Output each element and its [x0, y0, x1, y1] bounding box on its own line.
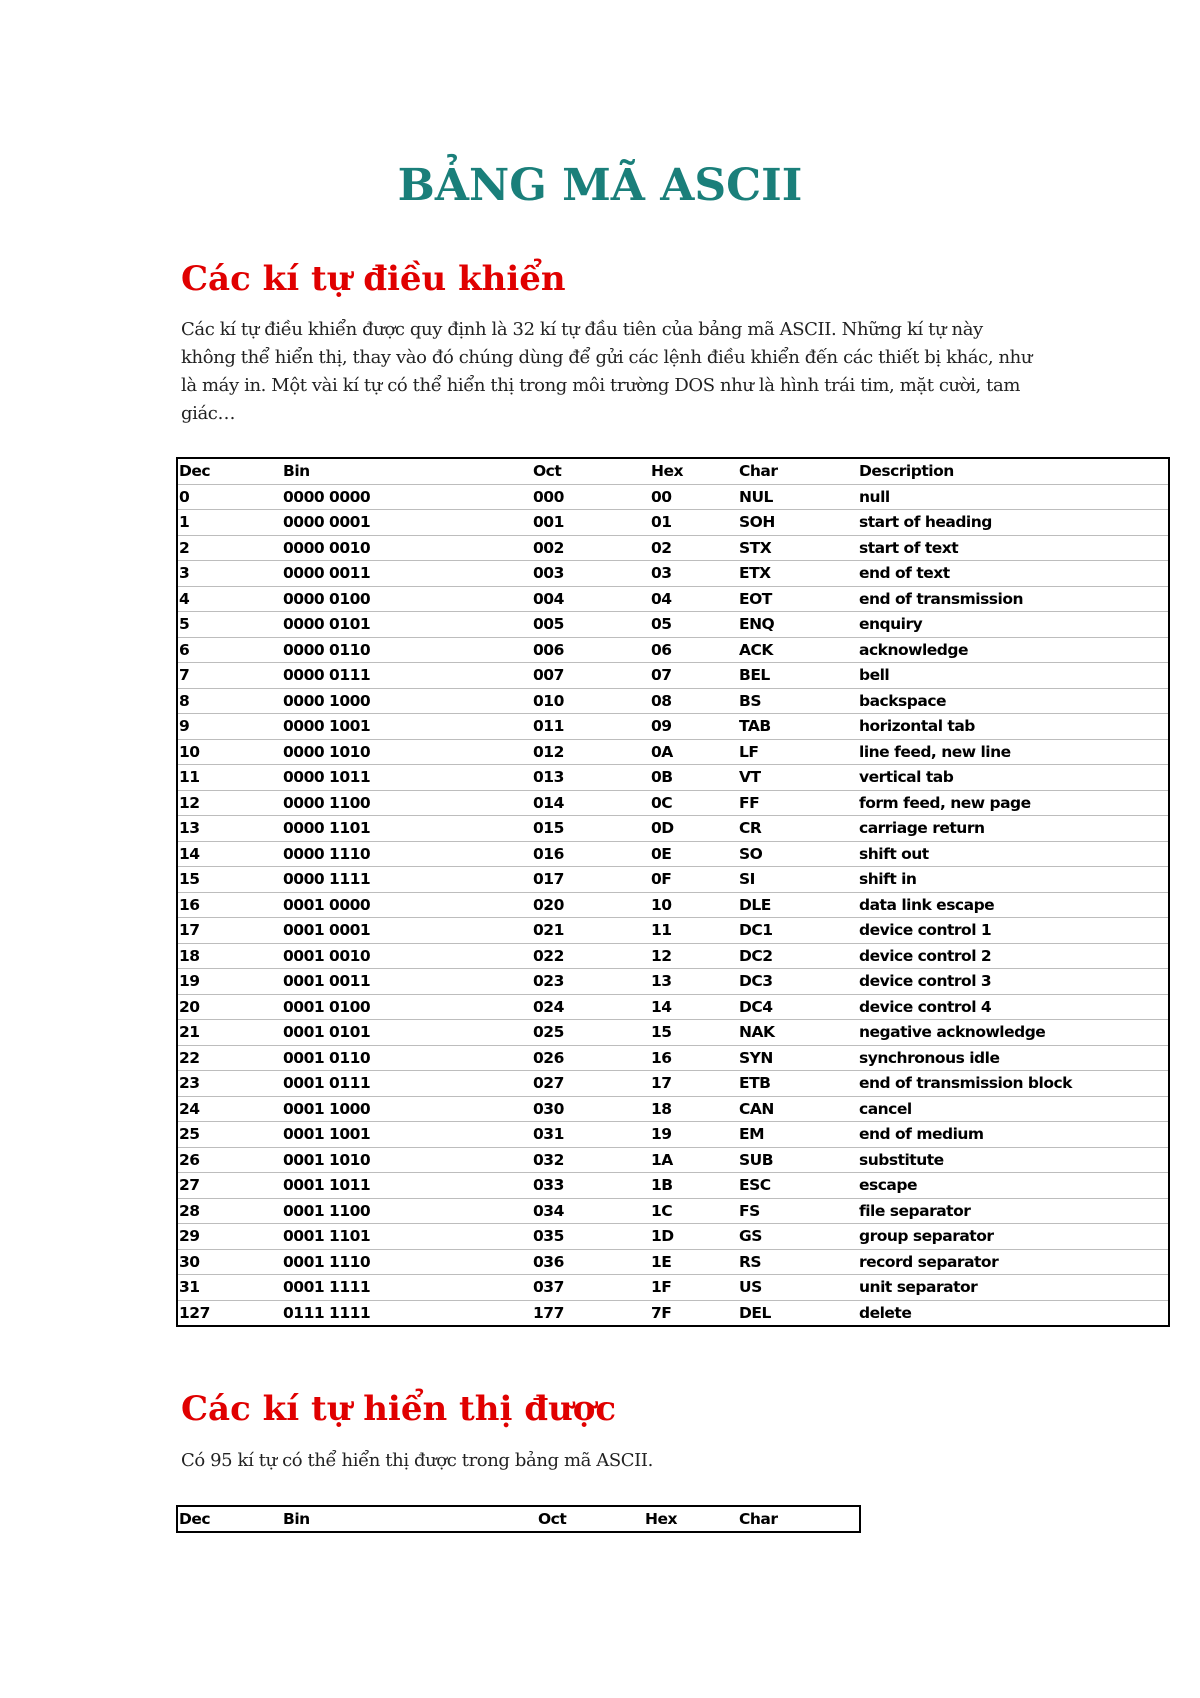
table-row [177, 1275, 1169, 1301]
table-cell: carriage return [858, 816, 1169, 842]
table-cell: 05 [650, 612, 738, 638]
table-cell: 24 [177, 1096, 282, 1122]
table-cell: 0000 0010 [282, 535, 532, 561]
table-row [177, 637, 1169, 663]
table-cell: 0001 1010 [282, 1147, 532, 1173]
column-header: Char [739, 1510, 778, 1528]
table-cell: 07 [650, 663, 738, 689]
table-cell: RS [738, 1249, 858, 1275]
table-cell: 032 [532, 1147, 650, 1173]
table-cell: STX [738, 535, 858, 561]
table-cell: 03 [650, 561, 738, 587]
table-cell: device control 3 [858, 969, 1169, 995]
section-paragraph-control: Các kí tự điều khiển được quy định là 32 kí tự đầu tiên của bảng mã ASCII. Những kí tự này không thể hiển thị, thay vào đó chúng dùng để gửi các lệnh điều khiển đến các thiết bị khác, như là máy in. Một vài kí tự có thể hiển thị trong môi trường DOS như là hình trái tim, mặt cười, tam giác… [181, 319, 1033, 424]
table-cell: 023 [532, 969, 650, 995]
table-cell: acknowledge [858, 637, 1169, 663]
table-cell: SO [738, 841, 858, 867]
table-cell: unit separator [858, 1275, 1169, 1301]
table-cell: 00 [650, 484, 738, 510]
table-row [177, 1147, 1169, 1173]
table-cell: 035 [532, 1224, 650, 1250]
table-cell: 026 [532, 1045, 650, 1071]
table-cell: 0001 0001 [282, 918, 532, 944]
printable-characters-table [176, 1505, 861, 1533]
table-row [177, 841, 1169, 867]
table-cell: 7F [651, 1303, 672, 1322]
table-cell: 4 [177, 586, 282, 612]
table-row [177, 918, 1169, 944]
table-cell: end of transmission [858, 586, 1169, 612]
table-cell: substitute [858, 1147, 1169, 1173]
table-cell: 033 [532, 1173, 650, 1199]
table-cell: 23 [177, 1071, 282, 1097]
table-cell: device control 4 [858, 994, 1169, 1020]
table-cell: backspace [858, 688, 1169, 714]
table-cell: start of heading [858, 510, 1169, 536]
column-header: Hex [650, 458, 738, 484]
table-cell: 0000 1111 [282, 867, 532, 893]
table-cell: 06 [650, 637, 738, 663]
table-cell: 025 [532, 1020, 650, 1046]
table-cell: ETX [738, 561, 858, 587]
table-cell: 127 [179, 1303, 210, 1322]
table-cell: SI [738, 867, 858, 893]
table-cell: 030 [532, 1096, 650, 1122]
table-cell: 0000 1100 [282, 790, 532, 816]
table-cell: 15 [650, 1020, 738, 1046]
table-cell: shift in [858, 867, 1169, 893]
table-cell: 1E [650, 1249, 738, 1275]
table-cell: 022 [532, 943, 650, 969]
table-cell: 30 [177, 1249, 282, 1275]
table-cell: 021 [532, 918, 650, 944]
page-title: BẢNG MÃ ASCII [397, 160, 803, 211]
table-cell: DC2 [738, 943, 858, 969]
table-cell: FS [738, 1198, 858, 1224]
table-cell: 012 [532, 739, 650, 765]
table-cell: 0000 0001 [282, 510, 532, 536]
table-cell: 17 [177, 918, 282, 944]
table-cell: FF [738, 790, 858, 816]
table-cell: 031 [532, 1122, 650, 1148]
table-cell: 0001 0000 [282, 892, 532, 918]
table-cell: 14 [650, 994, 738, 1020]
table-cell: 02 [650, 535, 738, 561]
table-row [177, 663, 1169, 689]
table-cell: delete [859, 1303, 912, 1322]
table-cell: cancel [858, 1096, 1169, 1122]
table-row [177, 561, 1169, 587]
table-cell: 027 [532, 1071, 650, 1097]
table-cell: 0001 0101 [282, 1020, 532, 1046]
table-cell: 1F [650, 1275, 738, 1301]
table-cell: 0111 1111 [283, 1303, 371, 1322]
table-cell: 21 [177, 1020, 282, 1046]
table-cell: escape [858, 1173, 1169, 1199]
table-cell: 0000 1010 [282, 739, 532, 765]
table-cell: 002 [532, 535, 650, 561]
table-cell: 0001 0110 [282, 1045, 532, 1071]
table-cell: 04 [650, 586, 738, 612]
table-cell: 19 [650, 1122, 738, 1148]
table-cell: ACK [738, 637, 858, 663]
table-row [177, 790, 1169, 816]
table-cell: record separator [858, 1249, 1169, 1275]
table-cell: BS [738, 688, 858, 714]
table-row [177, 816, 1169, 842]
table-cell: 017 [532, 867, 650, 893]
table-cell: 000 [532, 484, 650, 510]
table-cell: SOH [738, 510, 858, 536]
table-cell: 25 [177, 1122, 282, 1148]
table-cell: 0000 1001 [282, 714, 532, 740]
table-cell: 1 [177, 510, 282, 536]
table-cell: 0000 1110 [282, 841, 532, 867]
column-header: Bin [283, 1510, 310, 1528]
table-cell: CR [738, 816, 858, 842]
table-cell: 0000 1000 [282, 688, 532, 714]
table-row [177, 994, 1169, 1020]
table-cell: line feed, new line [858, 739, 1169, 765]
table-cell: data link escape [858, 892, 1169, 918]
table-cell: 037 [532, 1275, 650, 1301]
table-cell: enquiry [858, 612, 1169, 638]
table-cell: DLE [738, 892, 858, 918]
table-cell: 0E [650, 841, 738, 867]
table-cell: 0000 0110 [282, 637, 532, 663]
table-cell: 014 [532, 790, 650, 816]
table-cell: 024 [532, 994, 650, 1020]
table-cell: 08 [650, 688, 738, 714]
table-cell: 09 [650, 714, 738, 740]
table-cell: VT [738, 765, 858, 791]
table-cell: 13 [177, 816, 282, 842]
table-cell: 0001 1001 [282, 1122, 532, 1148]
table-cell: 0D [650, 816, 738, 842]
table-cell: null [858, 484, 1169, 510]
table-row [177, 1224, 1169, 1250]
table-cell: 036 [532, 1249, 650, 1275]
table-cell: ETB [738, 1071, 858, 1097]
table-cell: shift out [858, 841, 1169, 867]
table-cell: EOT [738, 586, 858, 612]
table-cell: 1C [650, 1198, 738, 1224]
column-header: Oct [532, 458, 650, 484]
table-cell: 11 [177, 765, 282, 791]
table-cell: 0F [650, 867, 738, 893]
table-cell: 1A [650, 1147, 738, 1173]
column-header: Dec [179, 1510, 211, 1528]
table-cell: 177 [533, 1303, 564, 1322]
table-cell: 0000 0111 [282, 663, 532, 689]
table-cell: 10 [650, 892, 738, 918]
table-cell: end of transmission block [858, 1071, 1169, 1097]
table-row [177, 612, 1169, 638]
table-cell: SYN [738, 1045, 858, 1071]
table-cell: device control 2 [858, 943, 1169, 969]
table-cell: 0000 1011 [282, 765, 532, 791]
table-cell: 0000 0101 [282, 612, 532, 638]
table-cell: 0 [177, 484, 282, 510]
table-cell: file separator [858, 1198, 1169, 1224]
table-cell: 0001 0010 [282, 943, 532, 969]
table-row [177, 510, 1169, 536]
table-cell: 16 [650, 1045, 738, 1071]
table-cell: 6 [177, 637, 282, 663]
table-cell: 10 [177, 739, 282, 765]
table-cell: NAK [738, 1020, 858, 1046]
table-cell: 006 [532, 637, 650, 663]
table-cell: 0B [650, 765, 738, 791]
table-row [177, 1300, 1169, 1326]
table-row [177, 1071, 1169, 1097]
table-cell: DC1 [738, 918, 858, 944]
table-cell: 015 [532, 816, 650, 842]
table-row [177, 586, 1169, 612]
table-cell: 0A [650, 739, 738, 765]
table-cell: GS [738, 1224, 858, 1250]
table-cell: BEL [738, 663, 858, 689]
table-cell: vertical tab [858, 765, 1169, 791]
table-cell: DEL [739, 1303, 771, 1322]
table-cell: 0001 1111 [282, 1275, 532, 1301]
table-cell: 005 [532, 612, 650, 638]
table-cell: 007 [532, 663, 650, 689]
table-cell: EM [738, 1122, 858, 1148]
table-cell: 11 [650, 918, 738, 944]
table-cell: 003 [532, 561, 650, 587]
table-cell: 22 [177, 1045, 282, 1071]
table-cell: 18 [650, 1096, 738, 1122]
table-cell: 17 [650, 1071, 738, 1097]
table-row [177, 1045, 1169, 1071]
table-cell: 20 [177, 994, 282, 1020]
table-cell: 0001 1100 [282, 1198, 532, 1224]
table-cell: 13 [650, 969, 738, 995]
table-cell: 001 [532, 510, 650, 536]
table-cell: CAN [738, 1096, 858, 1122]
table-cell: negative acknowledge [858, 1020, 1169, 1046]
table-cell: 1B [650, 1173, 738, 1199]
table-cell: 8 [177, 688, 282, 714]
table-cell: 0001 1101 [282, 1224, 532, 1250]
table-row [177, 739, 1169, 765]
table-row [177, 969, 1169, 995]
table-cell: 2 [177, 535, 282, 561]
control-characters-table [176, 457, 1170, 1327]
table-cell: 013 [532, 765, 650, 791]
table-cell: 15 [177, 867, 282, 893]
table-row [177, 1198, 1169, 1224]
section-heading-printable: Các kí tự hiển thị được [181, 1389, 617, 1429]
column-header: Char [738, 458, 858, 484]
table-row [177, 1020, 1169, 1046]
table-cell: 7 [177, 663, 282, 689]
table-cell: 0000 1101 [282, 816, 532, 842]
table-cell: 27 [177, 1173, 282, 1199]
table-cell: 0001 1011 [282, 1173, 532, 1199]
table-cell: horizontal tab [858, 714, 1169, 740]
column-header: Oct [538, 1510, 567, 1528]
table-cell: NUL [738, 484, 858, 510]
table-cell: bell [858, 663, 1169, 689]
table-cell: group separator [858, 1224, 1169, 1250]
table-row [177, 484, 1169, 510]
table-cell: end of medium [858, 1122, 1169, 1148]
table-cell: 0000 0100 [282, 586, 532, 612]
table-cell: 0C [650, 790, 738, 816]
table-cell: US [738, 1275, 858, 1301]
table-cell: 14 [177, 841, 282, 867]
table-row [177, 1122, 1169, 1148]
table-row [177, 867, 1169, 893]
table-row [177, 892, 1169, 918]
table-cell: 034 [532, 1198, 650, 1224]
table-cell: 29 [177, 1224, 282, 1250]
table-cell: DC4 [738, 994, 858, 1020]
table-cell: 18 [177, 943, 282, 969]
table-cell: end of text [858, 561, 1169, 587]
table-cell: 12 [177, 790, 282, 816]
table-row [177, 765, 1169, 791]
table-cell: 12 [650, 943, 738, 969]
table-cell: start of text [858, 535, 1169, 561]
table-cell: 01 [650, 510, 738, 536]
table-row [177, 943, 1169, 969]
table-cell: 19 [177, 969, 282, 995]
table-cell: 010 [532, 688, 650, 714]
section-paragraph-printable: Có 95 kí tự có thể hiển thị được trong bảng mã ASCII. [181, 1450, 653, 1471]
table-cell: device control 1 [858, 918, 1169, 944]
column-header: Bin [282, 458, 532, 484]
table-cell: 31 [177, 1275, 282, 1301]
column-header: Hex [645, 1510, 677, 1528]
table-cell: TAB [738, 714, 858, 740]
table-cell: 9 [177, 714, 282, 740]
table-cell: SUB [738, 1147, 858, 1173]
table-cell: 1D [650, 1224, 738, 1250]
table-row [177, 714, 1169, 740]
table-cell: 0000 0000 [282, 484, 532, 510]
table-cell: 0000 0011 [282, 561, 532, 587]
table-cell: LF [738, 739, 858, 765]
table-cell: 26 [177, 1147, 282, 1173]
table-row [177, 1096, 1169, 1122]
column-header: Description [858, 458, 1169, 484]
table-cell: ENQ [738, 612, 858, 638]
section-heading-control: Các kí tự điều khiển [181, 259, 566, 299]
table-cell: 28 [177, 1198, 282, 1224]
table-cell: 011 [532, 714, 650, 740]
table-cell: synchronous idle [858, 1045, 1169, 1071]
table-cell: 5 [177, 612, 282, 638]
table-cell: 020 [532, 892, 650, 918]
table-header-row [177, 458, 1169, 484]
table-cell: 004 [532, 586, 650, 612]
table-cell: 0001 0011 [282, 969, 532, 995]
table-cell: 3 [177, 561, 282, 587]
table-cell: 016 [532, 841, 650, 867]
table-cell: 0001 0100 [282, 994, 532, 1020]
table-row [177, 1173, 1169, 1199]
table-row [177, 535, 1169, 561]
table-cell: ESC [738, 1173, 858, 1199]
column-header: Dec [177, 458, 282, 484]
table-row [177, 688, 1169, 714]
table-row [177, 1249, 1169, 1275]
table-cell: 0001 1000 [282, 1096, 532, 1122]
table-cell: 0001 0111 [282, 1071, 532, 1097]
table-header-row [177, 1506, 860, 1532]
table-cell: DC3 [738, 969, 858, 995]
table-cell: 0001 1110 [282, 1249, 532, 1275]
table-cell: form feed, new page [858, 790, 1169, 816]
table-cell: 16 [177, 892, 282, 918]
